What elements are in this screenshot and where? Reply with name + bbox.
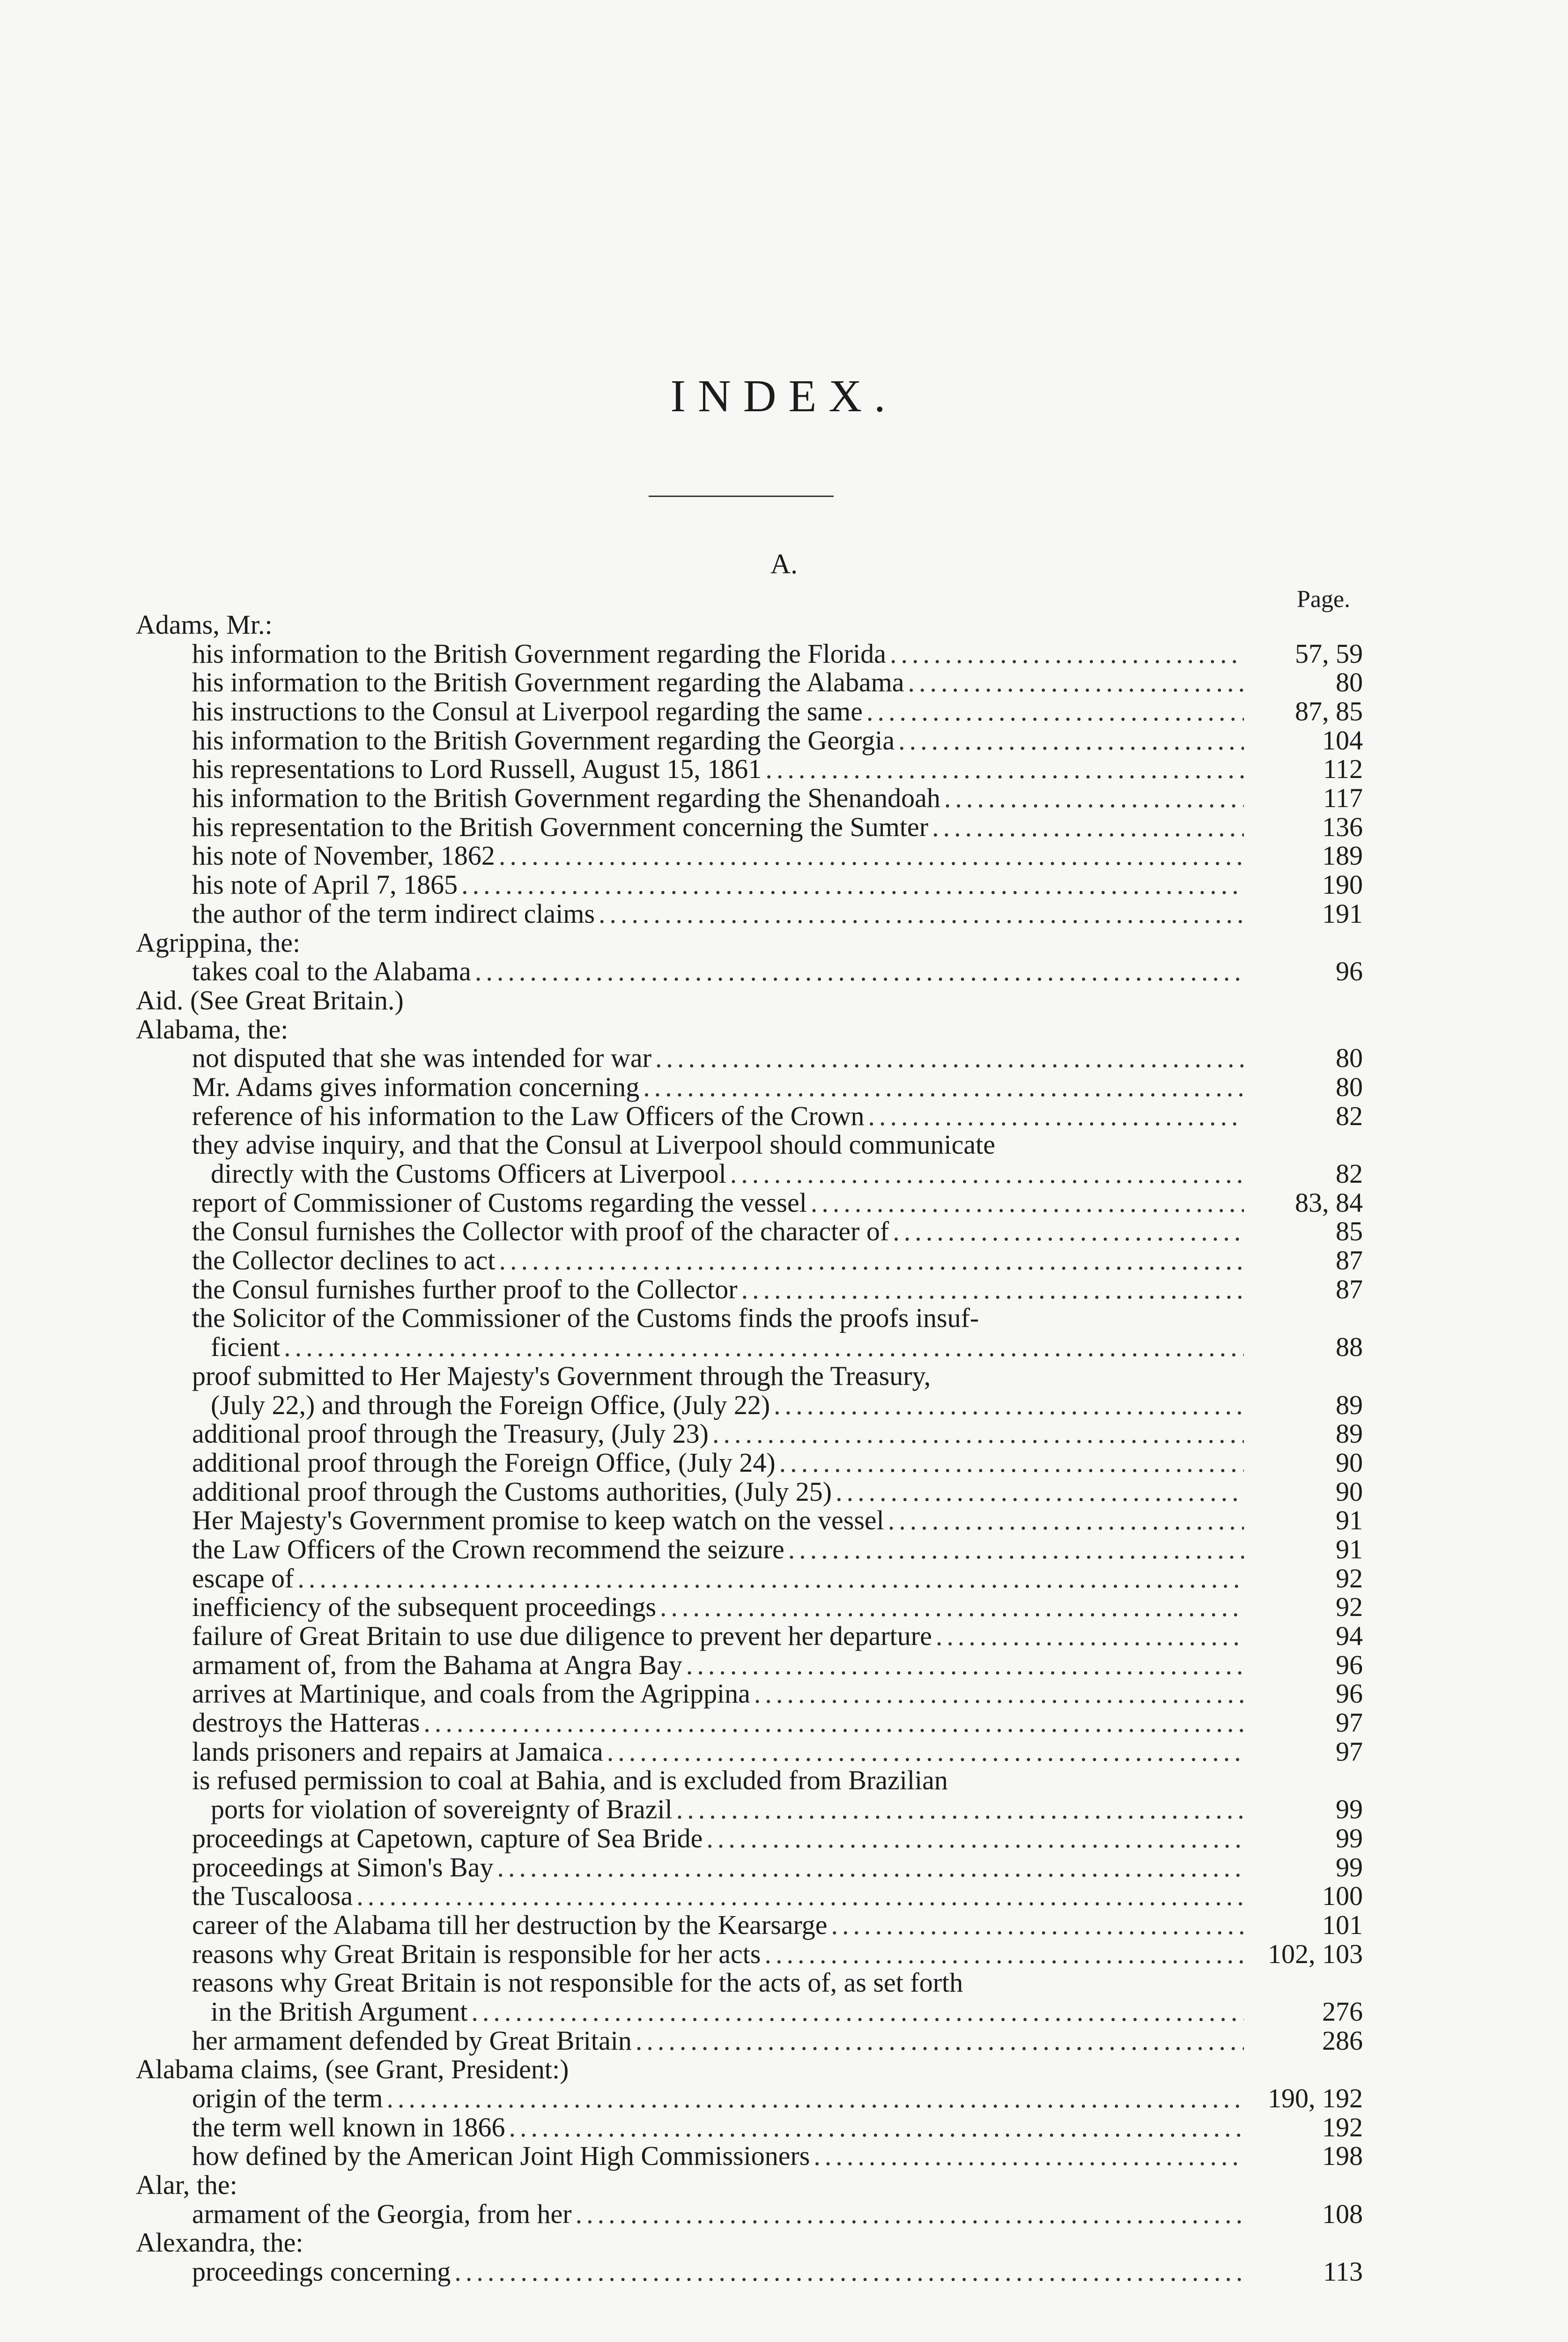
index-entry	[122, 1622, 1363, 1651]
index-entry	[122, 1304, 1363, 1333]
leader-dots	[712, 1419, 1244, 1448]
page-number: 88	[1336, 1332, 1363, 1363]
page-number: 97	[1336, 1736, 1363, 1767]
index-entry	[122, 1651, 1363, 1680]
entry-text: Alabama claims, (see Grant, President:)	[136, 2054, 569, 2085]
index-entry	[122, 726, 1363, 755]
entry-text: in the British Argument	[211, 1996, 468, 2027]
leader-dots	[868, 1102, 1244, 1131]
index-entry	[122, 1275, 1363, 1304]
page-number: 113	[1323, 2256, 1363, 2287]
leader-dots	[660, 1593, 1244, 1622]
leader-dots	[836, 1477, 1244, 1506]
index-entry	[122, 1044, 1363, 1073]
index-entry	[122, 1795, 1363, 1824]
index-entry	[122, 1679, 1363, 1708]
entry-text: proceedings at Simon's Bay	[192, 1852, 494, 1882]
entry-text: destroys the Hatteras	[192, 1707, 420, 1738]
index-heading	[122, 1015, 1363, 1044]
leader-dots	[454, 2257, 1244, 2286]
page-number: 104	[1322, 725, 1363, 756]
page-number: 89	[1336, 1418, 1363, 1449]
entry-text: not disputed that she was intended for war	[192, 1043, 651, 1074]
index-heading	[122, 610, 1363, 639]
index-entry	[122, 2257, 1363, 2286]
index-entry	[122, 1506, 1363, 1535]
page-number: 99	[1336, 1794, 1363, 1825]
index-entry	[122, 1188, 1363, 1217]
entry-text: Alar, the:	[136, 2170, 237, 2201]
leader-dots	[655, 1044, 1244, 1073]
leader-dots	[788, 1535, 1244, 1564]
page-number: 82	[1336, 1158, 1363, 1189]
page-number: 96	[1336, 1678, 1363, 1709]
leader-dots	[636, 2026, 1244, 2055]
leader-dots	[936, 1622, 1244, 1651]
page-number: 80	[1336, 667, 1363, 698]
leader-dots	[866, 697, 1244, 726]
page-number: 90	[1336, 1447, 1363, 1478]
leader-dots	[774, 1391, 1244, 1420]
entry-text: reasons why Great Britain is not responsible for the acts of, as set forth	[192, 1967, 963, 1998]
page-number: 190, 192	[1268, 2083, 1363, 2114]
entry-text: Her Majesty's Government promise to keep watch on the vessel	[192, 1505, 884, 1536]
index-entry	[122, 870, 1363, 899]
index-entry	[122, 1419, 1363, 1448]
entry-text: directly with the Customs Officers at Liverpool	[211, 1158, 726, 1189]
page-number: 96	[1336, 956, 1363, 987]
index-entry	[122, 2113, 1363, 2142]
index-entry	[122, 1073, 1363, 1102]
page-number: 99	[1336, 1852, 1363, 1882]
page-number: 89	[1336, 1389, 1363, 1420]
entry-text: the Tuscaloosa	[192, 1881, 353, 1912]
entry-text: arrives at Martinique, and coals from the Agrippina	[192, 1678, 750, 1709]
index-entry	[122, 1940, 1363, 1969]
page-number: 80	[1336, 1043, 1363, 1074]
page-number: 87, 85	[1295, 696, 1363, 727]
index-entry	[122, 1535, 1363, 1564]
entry-text: career of the Alabama till her destruction by the Kearsarge	[192, 1909, 828, 1940]
leader-dots	[475, 957, 1244, 986]
leader-dots	[499, 841, 1244, 870]
page-number: 91	[1336, 1534, 1363, 1564]
index-entry	[122, 639, 1363, 668]
index-entry	[122, 1968, 1363, 1997]
leader-dots	[471, 1997, 1244, 2026]
index-entry	[122, 1737, 1363, 1766]
entry-text: reference of his information to the Law Officers of the Crown	[192, 1100, 865, 1131]
index-entry	[122, 1882, 1363, 1911]
index-entry	[122, 957, 1363, 986]
page-number: 80	[1336, 1071, 1363, 1102]
leader-dots	[284, 1333, 1244, 1362]
index-entry	[122, 2142, 1363, 2171]
page-number: 136	[1322, 811, 1363, 842]
entry-text: (July 22,) and through the Foreign Office, (July 22)	[211, 1389, 770, 1420]
page-title: INDEX.	[670, 371, 898, 422]
leader-dots	[599, 899, 1244, 928]
index-entry	[122, 1477, 1363, 1506]
leader-dots	[811, 1188, 1244, 1217]
index-entry	[122, 1593, 1363, 1622]
entry-text: lands prisoners and repairs at Jamaica	[192, 1736, 603, 1767]
entry-text: proof submitted to Her Majesty's Government through the Treasury,	[192, 1360, 931, 1391]
index-entry	[122, 1333, 1363, 1362]
page-number: 102, 103	[1268, 1938, 1363, 1969]
index-heading	[122, 2171, 1363, 2200]
entry-text: his information to the British Government regarding the Alabama	[192, 667, 904, 698]
index-entry	[122, 668, 1363, 697]
page-number: 97	[1336, 1707, 1363, 1738]
leader-dots	[779, 1448, 1244, 1477]
leader-dots	[643, 1073, 1244, 1102]
leader-dots	[497, 1853, 1244, 1882]
index-entry	[122, 2200, 1363, 2229]
page-number: 100	[1322, 1881, 1363, 1912]
leader-dots	[356, 1882, 1244, 1911]
entry-text: failure of Great Britain to use due diligence to prevent her departure	[192, 1621, 932, 1652]
page-number: 90	[1336, 1476, 1363, 1507]
page-number: 94	[1336, 1621, 1363, 1652]
index-entry	[122, 1217, 1363, 1246]
page-number: 92	[1336, 1592, 1363, 1623]
index-entry	[122, 1911, 1363, 1940]
index-entry	[122, 1708, 1363, 1737]
entry-text: Agrippina, the:	[136, 927, 301, 958]
page-number: 108	[1322, 2198, 1363, 2229]
page-number: 189	[1322, 840, 1363, 871]
page-number: 286	[1322, 2025, 1363, 2056]
leader-dots	[576, 2200, 1244, 2229]
leader-dots	[754, 1679, 1244, 1708]
entry-text: the Consul furnishes further proof to the Collector	[192, 1274, 738, 1304]
leader-dots	[741, 1275, 1244, 1304]
entry-text: armament of the Georgia, from her	[192, 2198, 572, 2229]
entry-text: his information to the British Government regarding the Georgia	[192, 725, 895, 756]
leader-dots	[607, 1737, 1244, 1766]
entry-text: reasons why Great Britain is responsible for her acts	[192, 1938, 761, 1969]
page-number: 96	[1336, 1649, 1363, 1680]
entry-text: origin of the term	[192, 2083, 383, 2114]
index-heading	[122, 2055, 1363, 2084]
page-number: 117	[1323, 783, 1363, 814]
page-number: 85	[1336, 1216, 1363, 1247]
index-entry	[122, 2084, 1363, 2113]
entry-text: additional proof through the Customs authorities, (July 25)	[192, 1476, 832, 1507]
index-entry	[122, 1391, 1363, 1420]
index-entry	[122, 1997, 1363, 2026]
leader-dots	[686, 1651, 1244, 1680]
leader-dots	[461, 870, 1244, 899]
index-entry	[122, 842, 1363, 871]
entry-text: Alabama, the:	[136, 1014, 288, 1045]
entry-text: report of Commissioner of Customs regarding the vessel	[192, 1187, 807, 1218]
entry-text: his note of November, 1862	[192, 840, 495, 871]
page-number: 87	[1336, 1245, 1363, 1276]
page-number: 92	[1336, 1563, 1363, 1593]
entry-text: additional proof through the Treasury, (July 23)	[192, 1418, 709, 1449]
index-entry	[122, 1853, 1363, 1882]
page-number: 57, 59	[1295, 638, 1363, 669]
leader-dots	[499, 1246, 1244, 1275]
page-column-label: Page.	[1296, 586, 1350, 613]
leader-dots	[893, 1217, 1244, 1246]
entry-text: is refused permission to coal at Bahia, and is excluded from Brazilian	[192, 1765, 948, 1796]
leader-dots	[890, 639, 1244, 668]
entry-text: the author of the term indirect claims	[192, 898, 595, 929]
index-entry	[122, 1362, 1363, 1391]
section-letter: A.	[770, 548, 798, 579]
leader-dots	[706, 1824, 1244, 1853]
index-entry	[122, 1159, 1363, 1188]
entry-text: inefficiency of the subsequent proceedings	[192, 1592, 657, 1623]
entry-text: they advise inquiry, and that the Consul at Liverpool should communicate	[192, 1129, 995, 1160]
page-number: 87	[1336, 1274, 1363, 1304]
index-heading	[122, 2229, 1363, 2258]
index-list	[122, 610, 1363, 2286]
page-number: 192	[1322, 2112, 1363, 2142]
index-entry	[122, 1130, 1363, 1159]
leader-dots	[730, 1159, 1244, 1188]
entry-text: his information to the British Government regarding the Florida	[192, 638, 886, 669]
title-rule	[649, 496, 834, 497]
entry-text: how defined by the American Joint High Commissioners	[192, 2141, 810, 2172]
entry-text: his note of April 7, 1865	[192, 869, 458, 900]
index-entry	[122, 1448, 1363, 1477]
entry-text: Aid. (See Great Britain.)	[136, 985, 404, 1015]
index-entry	[122, 1766, 1363, 1795]
leader-dots	[888, 1506, 1244, 1535]
entry-text: the Solicitor of the Commissioner of the Customs finds the proofs insuf-	[192, 1303, 979, 1334]
leader-dots	[423, 1708, 1244, 1737]
index-entry	[122, 2026, 1363, 2055]
page-number: 91	[1336, 1505, 1363, 1536]
leader-dots	[898, 726, 1244, 755]
entry-text: ficient	[211, 1332, 281, 1363]
entry-text: the term well known in 1866	[192, 2112, 505, 2142]
page-number: 276	[1322, 1996, 1363, 2027]
entry-text: proceedings at Capetown, capture of Sea Bride	[192, 1823, 703, 1853]
index-entry	[122, 784, 1363, 813]
page-number: 82	[1336, 1100, 1363, 1131]
leader-dots	[764, 1940, 1244, 1969]
entry-text: proceedings concerning	[192, 2256, 451, 2287]
leader-dots	[814, 2142, 1244, 2171]
entry-text: his representations to Lord Russell, August 15, 1861	[192, 754, 762, 785]
entry-text: the Law Officers of the Crown recommend the seizure	[192, 1534, 784, 1564]
index-heading	[122, 986, 1363, 1015]
index-entry	[122, 813, 1363, 842]
page-number: 190	[1322, 869, 1363, 900]
leader-dots	[387, 2084, 1244, 2113]
entry-text: the Collector declines to act	[192, 1245, 496, 1276]
index-entry	[122, 899, 1363, 928]
entry-text: takes coal to the Alabama	[192, 956, 471, 987]
entry-text: his information to the British Government regarding the Shenandoah	[192, 783, 940, 814]
entry-text: his representation to the British Government concerning the Sumter	[192, 811, 929, 842]
index-entry	[122, 1564, 1363, 1593]
page-number: 198	[1322, 2141, 1363, 2172]
entry-text: Alexandra, the:	[136, 2227, 303, 2258]
leader-dots	[765, 755, 1244, 784]
entry-text: armament of, from the Bahama at Angra Bay	[192, 1649, 682, 1680]
entry-text: additional proof through the Foreign Office, (July 24)	[192, 1447, 776, 1478]
leader-dots	[932, 813, 1244, 842]
leader-dots	[908, 668, 1244, 697]
index-entry	[122, 755, 1363, 784]
page-number: 99	[1336, 1823, 1363, 1853]
page-number: 112	[1323, 754, 1363, 785]
page-number: 83, 84	[1295, 1187, 1363, 1218]
page-number: 101	[1322, 1909, 1363, 1940]
leader-dots	[676, 1795, 1244, 1824]
leader-dots	[944, 784, 1244, 813]
entry-text: the Consul furnishes the Collector with proof of the character of	[192, 1216, 889, 1247]
leader-dots	[509, 2113, 1244, 2142]
leader-dots	[297, 1564, 1244, 1593]
page-number: 191	[1322, 898, 1363, 929]
leader-dots	[831, 1911, 1244, 1940]
entry-text: Adams, Mr.:	[136, 609, 273, 640]
entry-text: escape of	[192, 1563, 294, 1593]
entry-text: his instructions to the Consul at Liverpool regarding the same	[192, 696, 863, 727]
entry-text: her armament defended by Great Britain	[192, 2025, 632, 2056]
entry-text: Mr. Adams gives information concerning	[192, 1071, 640, 1102]
index-entry	[122, 1824, 1363, 1853]
index-entry	[122, 697, 1363, 726]
index-entry	[122, 1246, 1363, 1275]
entry-text: ports for violation of sovereignty of Brazil	[211, 1794, 673, 1825]
index-heading	[122, 928, 1363, 957]
index-entry	[122, 1102, 1363, 1131]
